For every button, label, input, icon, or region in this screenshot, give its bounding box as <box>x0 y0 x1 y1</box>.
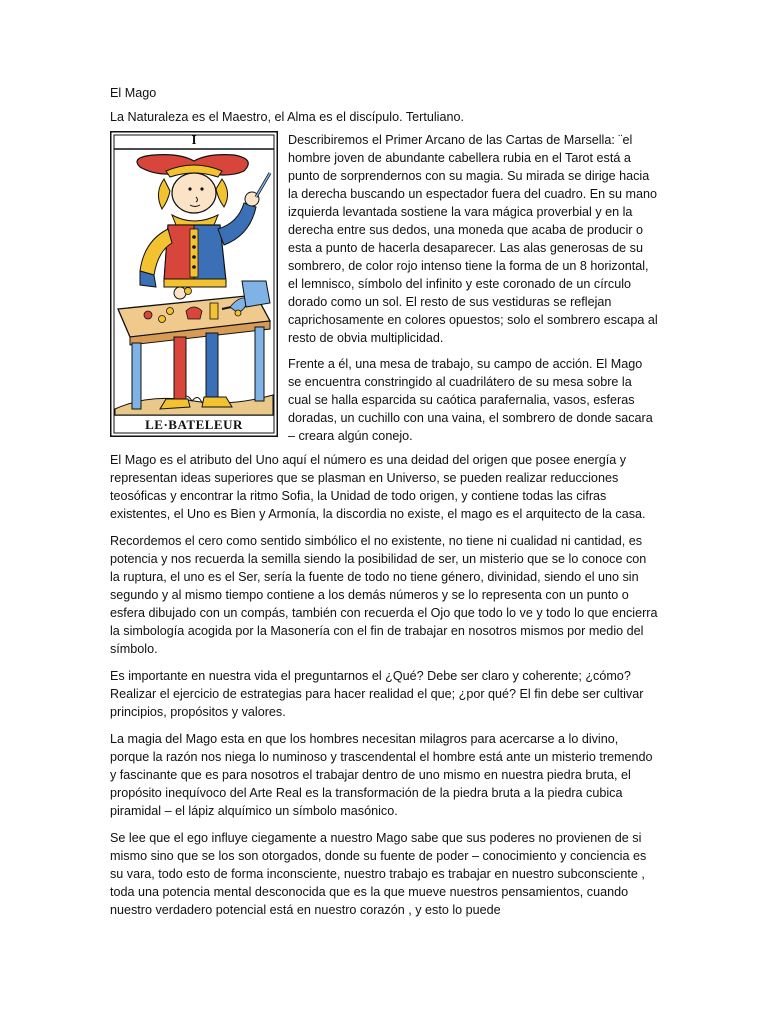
tarot-card-image <box>110 131 278 437</box>
body-paragraph-4: La magia del Mago esta en que los hombres necesitan milagros para acercarse a lo divino, porque la razón nos niega lo numinoso y trascendental el hombre está ante un misterio tremendo y fascinante que es para nosotros el trabajar dentro de uno mismo en nuestra piedra bruta, el propósito inequívoco del Arte Real es la transformación de la piedra bruta a la piedra cubica piramidal – el lápiz alquímico un símbolo masónico. <box>110 732 653 818</box>
document-page <box>110 84 658 919</box>
side-paragraph-2: Frente a él, una mesa de trabajo, su campo de acción. El Mago se encuentra constringido al cuadrilátero de su mesa sobre la cual se halla esparcida su caótica parafernalia, vasos, esferas doradas, un cuchillo con una vaina, el sombrero de donde sacara – creara algún conejo. <box>288 357 653 443</box>
card-numeral: I <box>191 132 197 147</box>
card-caption: LE·BATELEUR <box>145 417 243 432</box>
body-paragraph-5: Se lee que el ego influye ciegamente a nuestro Mago sabe que sus poderes no provienen de si mismo sino que se los son otorgados, donde su fuente de poder – conocimiento y conciencia es su vara, todo esto de forma inconsciente, nuestro trabajo es trabajar en nuestro subconsciente , toda una potencia mental desconocida que es la que mueve nuestros pensamientos, cuando nuestro verdadero potencial está en nuestro corazón , y esto lo puede <box>110 831 647 917</box>
epigraph: La Naturaleza es el Maestro, el Alma es el discípulo. Tertuliano. <box>110 110 464 124</box>
body-paragraph-1: El Mago es el atributo del Uno aquí el número es una deidad del origen que posee energía y representan ideas superiores que se plasman en Universo, se pueden realizar reducciones teosóficas y encontrar la ritmo Sofia, la Unidad de todo origen, y contiene todas las cifras existentes, el Uno es Bien y Armonía, la discordia no existe, el mago es el arquitecto de la casa. <box>110 453 646 521</box>
card-section <box>110 131 658 445</box>
body-paragraph-2: Recordemos el cero como sentido simbólico el no existente, no tiene ni cualidad ni cantidad, es potencia y nos recuerda la semilla siendo la posibilidad de ser, un misterio que se lo conoce con la ruptura, el uno es el Ser, sería la fuente de todo no tiene género, divinidad, siendo el uno sin segundo y al mismo tiempo contiene a los demás números y se lo representa con un punto o esfera dibujado con un compás, también con recuerda el Ojo que todo lo ve y todo lo que encierra la simbología acogida por la Masonería con el fin de trabajar en nosotros mismos por medio del símbolo. <box>110 534 658 656</box>
side-paragraph-1: Describiremos el Primer Arcano de las Cartas de Marsella: ¨el hombre joven de abundante cabellera rubia en el Tarot está a punto de sorprendernos con su magia. Su mirada se dirige hacia la derecha buscando un espectador fuera del cuadro. En su mano izquierda levantada sostiene la vara mágica proverbial y en la derecha entre sus dedos, una moneda que acaba de producir o esta a punto de hacerla desaparecer. Las alas generosas de su sombrero, de color rojo intenso tiene la forma de un 8 horizontal, el lemnisco, símbolo del infinito y este coronado de un círculo dorado como un sol. El resto de sus vestiduras se reflejan caprichosamente en colores opuestos; solo el sombrero escapa al resto de obvia multiplicidad. <box>288 133 658 345</box>
body-paragraph-3: Es importante en nuestra vida el preguntarnos el ¿Qué? Debe ser claro y coherente; ¿cómo? Realizar el ejercicio de estrategias para hacer realidad el que; ¿por qué? El fin debe ser cultivar principios, propósitos y valores. <box>110 669 644 719</box>
document-title: El Mago <box>110 86 157 100</box>
card-description <box>288 131 658 445</box>
tarot-card-illustration <box>110 131 278 437</box>
